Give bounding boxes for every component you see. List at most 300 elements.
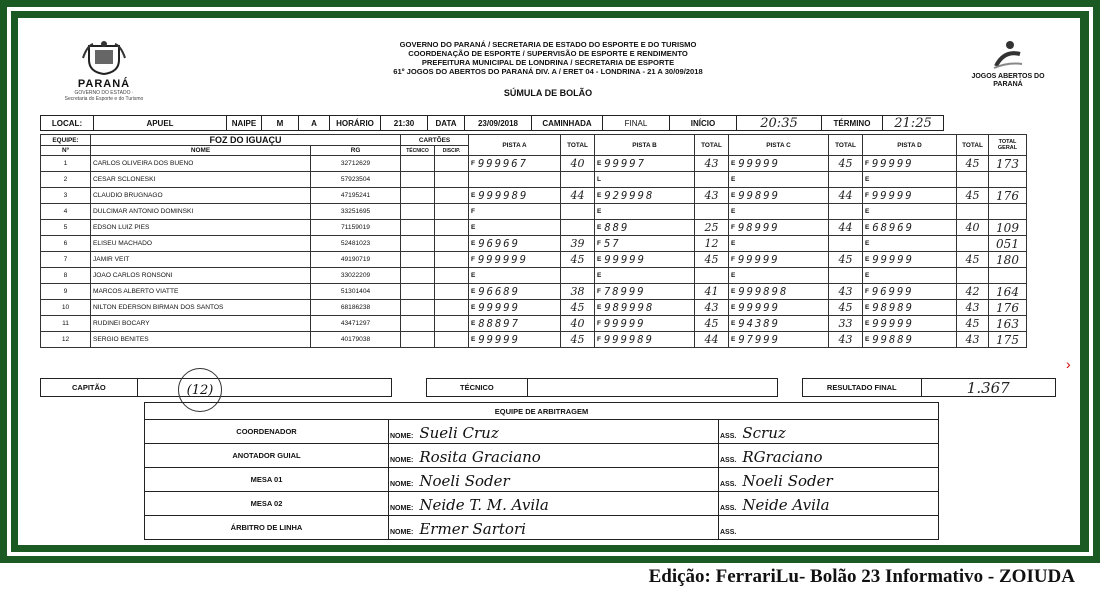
lane-d-scores (863, 268, 957, 284)
lane-pins: 999967 (477, 157, 528, 170)
player-number: 5 (41, 220, 91, 236)
player-row (41, 316, 1027, 332)
grand-total: 175 (989, 332, 1027, 348)
player-number: 4 (41, 204, 91, 220)
lane-lane-letter: E (471, 288, 476, 295)
athlete-icon (990, 40, 1026, 70)
nome-label: NOME: (390, 433, 414, 440)
lane-lane-letter: E (471, 272, 476, 279)
grand-total: 173 (989, 156, 1027, 172)
player-rg: 40179038 (311, 332, 401, 348)
lane-c-scores (729, 156, 829, 172)
player-name: NILTON EDERSON BIRMAN DOS SANTOS (91, 300, 311, 316)
lane-d-total (957, 268, 989, 284)
lane-lane-letter: F (471, 256, 475, 263)
lane-pins: 999989 (603, 333, 654, 346)
lane-lane-letter: E (731, 320, 736, 327)
player-rg: 51301404 (311, 284, 401, 300)
tecnico-card-cell (401, 156, 435, 172)
tecnico-card-cell (401, 172, 435, 188)
ass-label: ASS. (720, 433, 737, 440)
lane-a-total: 45 (561, 252, 595, 268)
lane-pins: 929998 (604, 189, 655, 202)
lane-lane-letter: E (731, 160, 736, 167)
discip-card-cell (435, 236, 469, 252)
lane-b-scores (595, 204, 695, 220)
lane-b-scores (595, 188, 695, 204)
player-rg: 43471297 (311, 316, 401, 332)
header-line: 61º JOGOS DO ABERTOS DO PARANÁ DIV. A / ERET 04 - LONDRINA - 21 A 30/09/2018 (393, 67, 703, 76)
player-rg: 49190719 (311, 252, 401, 268)
lane-b-scores (595, 268, 695, 284)
player-name: CESAR SCLONESKI (91, 172, 311, 188)
lane-lane-letter: E (865, 240, 870, 247)
referee-signature: Noeli Soder (742, 472, 833, 490)
lane-pins: 99999 (478, 333, 520, 346)
lane-a-total: 40 (561, 156, 595, 172)
capitao-field (138, 379, 391, 396)
player-number: 1 (41, 156, 91, 172)
lane-lane-letter: E (731, 192, 736, 199)
lane-d-total (957, 204, 989, 220)
horario-value: 21:30 (381, 116, 428, 130)
lane-lane-letter: E (471, 320, 476, 327)
lane-lane-letter: E (597, 304, 602, 311)
lane-lane-letter: E (471, 192, 476, 199)
lane-lane-letter: E (865, 176, 870, 183)
total-header: TOTAL (561, 135, 595, 156)
lane-b-total: 25 (695, 220, 729, 236)
lane-d-scores (863, 300, 957, 316)
lane-b-total: 44 (695, 332, 729, 348)
lane-b-total: 45 (695, 252, 729, 268)
lane-b-total: 45 (695, 316, 729, 332)
lane-c-total: 44 (829, 220, 863, 236)
discip-card-cell (435, 156, 469, 172)
discip-card-cell (435, 316, 469, 332)
tecnico-card-cell (401, 316, 435, 332)
lane-pins: 78999 (603, 285, 646, 298)
lane-pins: 99999 (738, 301, 780, 314)
lane-a-scores (469, 284, 561, 300)
lane-b-total: 12 (695, 236, 729, 252)
player-name: DULCIMAR ANTONIO DOMINSKI (91, 204, 311, 220)
lane-pins: 99999 (604, 253, 646, 266)
ass-label: ASS. (720, 529, 737, 536)
lane-c-scores (729, 188, 829, 204)
lane-c-scores (729, 252, 829, 268)
lane-d-total: 45 (957, 156, 989, 172)
lane-c-total (829, 268, 863, 284)
lane-c-total: 44 (829, 188, 863, 204)
lane-c-scores (729, 204, 829, 220)
lane-d-total: 40 (957, 220, 989, 236)
crest-subtitle: GOVERNO DO ESTADO · Secretaria do Esporte e do Turismo (64, 90, 144, 102)
discip-card-cell (435, 332, 469, 348)
referee-role: COORDENADOR (145, 420, 389, 444)
tecnico-card-cell (401, 268, 435, 284)
lane-b-total: 43 (695, 188, 729, 204)
discip-card-cell (435, 220, 469, 236)
lane-lane-letter: F (597, 240, 601, 247)
lane-lane-letter: E (597, 272, 602, 279)
lane-b-scores (595, 156, 695, 172)
lane-c-scores (729, 220, 829, 236)
horario-label: HORÁRIO (330, 116, 381, 130)
player-name: ELISEU MACHADO (91, 236, 311, 252)
lane-b-total: 43 (695, 156, 729, 172)
player-number: 7 (41, 252, 91, 268)
ass-label: ASS. (720, 505, 737, 512)
name-header: NOME (91, 146, 311, 156)
lane-a-total (561, 268, 595, 284)
tecnico-field (528, 379, 777, 396)
lane-c-total: 33 (829, 316, 863, 332)
player-rg: 57923504 (311, 172, 401, 188)
player-number: 10 (41, 300, 91, 316)
lane-a-scores (469, 252, 561, 268)
lane-lane-letter: E (471, 336, 476, 343)
lane-a-scores (469, 316, 561, 332)
team-name: FOZ DO IGUAÇU (91, 135, 401, 146)
grand-total: 051 (989, 236, 1027, 252)
lane-lane-letter: F (597, 336, 601, 343)
naipe-value: M (262, 116, 299, 130)
lane-b-scores (595, 316, 695, 332)
referee-name: Noeli Soder (419, 472, 510, 490)
nome-label: NOME: (390, 529, 414, 536)
player-row (41, 188, 1027, 204)
lane-b-scores (595, 284, 695, 300)
lane-c-total (829, 236, 863, 252)
player-row (41, 156, 1027, 172)
inicio-value: 20:35 (737, 116, 822, 130)
lane-lane-letter: F (471, 160, 475, 167)
lane-pins: 96999 (871, 285, 914, 298)
referee-signature: RGraciano (742, 448, 823, 466)
referee-name-cell (389, 516, 719, 540)
referee-name-cell (389, 468, 719, 492)
lane-c-total (829, 172, 863, 188)
grand-total: 176 (989, 188, 1027, 204)
lane-pins: 98999 (737, 221, 780, 234)
lane-pins: 99999 (872, 317, 914, 330)
nome-label: NOME: (390, 505, 414, 512)
lane-a-scores (469, 268, 561, 284)
referee-sign-cell (719, 420, 939, 444)
lane-pins: 999898 (738, 285, 789, 298)
score-sheet (18, 18, 1080, 545)
lane-d-total: 45 (957, 252, 989, 268)
player-name: SERGIO BENITES (91, 332, 311, 348)
lane-pins: 99999 (603, 317, 646, 330)
lane-lane-letter: E (731, 240, 736, 247)
local-value: APUEL (94, 116, 227, 130)
referee-sign-cell (719, 516, 939, 540)
lane-lane-letter: F (597, 288, 601, 295)
coat-of-arms-icon (81, 40, 127, 76)
referee-role: ANOTADOR GUIAL (145, 444, 389, 468)
referee-sign-cell (719, 468, 939, 492)
nome-label: NOME: (390, 481, 414, 488)
header-line: PREFEITURA MUNICIPAL DE LONDRINA / SECRETARIA DE ESPORTE (421, 58, 675, 67)
lane-b-total (695, 204, 729, 220)
fase-value: FINAL (603, 116, 670, 130)
termino-value: 21:25 (894, 115, 932, 131)
lane-a-scores (469, 172, 561, 188)
player-number: 8 (41, 268, 91, 284)
number-header: Nº (41, 146, 91, 156)
discip-card-cell (435, 204, 469, 220)
lane-a-scores (469, 188, 561, 204)
lane-header-c: PISTA C (729, 135, 829, 156)
data-value: 23/09/2018 (465, 116, 532, 130)
lane-lane-letter: E (731, 208, 736, 215)
crest-name: PARANÁ (77, 78, 131, 90)
lane-d-scores (863, 332, 957, 348)
lane-lane-letter: E (865, 336, 870, 343)
naipe-label: NAIPE (227, 116, 262, 130)
player-row (41, 204, 1027, 220)
lane-header-d: PISTA D (863, 135, 957, 156)
referee-name-cell (389, 492, 719, 516)
referee-row (145, 444, 939, 468)
discip-card-cell (435, 268, 469, 284)
lane-lane-letter: E (731, 272, 736, 279)
lane-b-total (695, 268, 729, 284)
player-rg: 33022209 (311, 268, 401, 284)
lane-pins: 57 (603, 237, 621, 250)
tecnico-card-header: TÉCNICO (401, 146, 435, 156)
capitao-label: CAPITÃO (41, 379, 138, 396)
discip-card-cell (435, 284, 469, 300)
referee-sign-cell (719, 444, 939, 468)
player-rg: 52481023 (311, 236, 401, 252)
referee-name: Ermer Sartori (419, 520, 526, 538)
player-name: EDSON LUIZ PIES (91, 220, 311, 236)
lane-a-scores (469, 204, 561, 220)
lane-lane-letter: F (731, 224, 735, 231)
player-name: JOAO CARLOS RONSONI (91, 268, 311, 284)
player-row (41, 236, 1027, 252)
referee-signature: Neide Avila (742, 496, 830, 514)
total-header: TOTAL (829, 135, 863, 156)
grand-total (989, 172, 1027, 188)
referee-role: MESA 01 (145, 468, 389, 492)
player-name: CARLOS OLIVEIRA DOS BUENO (91, 156, 311, 172)
lane-pins: 97999 (738, 333, 780, 346)
referee-role: ÁRBITRO DE LINHA (145, 516, 389, 540)
lane-c-total: 45 (829, 300, 863, 316)
lane-a-total (561, 220, 595, 236)
player-row (41, 172, 1027, 188)
lane-d-scores (863, 156, 957, 172)
lane-a-total: 40 (561, 316, 595, 332)
lane-pins: 68969 (872, 221, 914, 234)
player-name: JAMIR VEIT (91, 252, 311, 268)
lane-pins: 99999 (738, 157, 780, 170)
tecnico-label: TÉCNICO (427, 379, 528, 396)
lane-a-scores (469, 220, 561, 236)
parana-crest (64, 40, 144, 102)
lane-pins: 99899 (738, 189, 780, 202)
tecnico-row (426, 378, 778, 397)
lane-pins: 999999 (477, 253, 528, 266)
referee-row (145, 420, 939, 444)
lane-lane-letter: E (731, 288, 736, 295)
inicio-label: INÍCIO (670, 116, 737, 130)
lane-lane-letter: F (471, 208, 475, 215)
lane-pins: 99997 (604, 157, 646, 170)
scores-table (40, 134, 1027, 348)
grand-total: 180 (989, 252, 1027, 268)
player-row (41, 252, 1027, 268)
player-row (41, 332, 1027, 348)
capitao-signature: (12) (178, 368, 222, 412)
referee-name: Sueli Cruz (419, 424, 499, 442)
player-rg: 71159019 (311, 220, 401, 236)
lane-pins: 99889 (872, 333, 914, 346)
lane-b-total: 43 (695, 300, 729, 316)
lane-d-total (957, 236, 989, 252)
lane-a-total: 39 (561, 236, 595, 252)
referee-role: MESA 02 (145, 492, 389, 516)
lane-lane-letter: E (471, 304, 476, 311)
lane-b-scores (595, 252, 695, 268)
lane-a-total: 44 (561, 188, 595, 204)
tecnico-card-cell (401, 204, 435, 220)
grand-total: 109 (989, 220, 1027, 236)
lane-lane-letter: L (597, 176, 601, 183)
lane-c-scores (729, 268, 829, 284)
resultado-label: RESULTADO FINAL (803, 379, 922, 396)
lane-d-scores (863, 316, 957, 332)
discip-card-cell (435, 172, 469, 188)
lane-lane-letter: E (471, 224, 476, 231)
lane-pins: 99999 (871, 189, 914, 202)
header-line: GOVERNO DO PARANÁ / SECRETARIA DE ESTADO DO ESPORTE E DO TURISMO (399, 40, 697, 49)
lane-lane-letter: E (731, 304, 736, 311)
discip-card-header: DISCIP. (435, 146, 469, 156)
player-rg: 47195241 (311, 188, 401, 204)
lane-pins: 88897 (478, 317, 520, 330)
lane-a-scores (469, 236, 561, 252)
player-name: RUDINEI BOCARY (91, 316, 311, 332)
lane-pins: 989998 (604, 301, 655, 314)
grand-total: 164 (989, 284, 1027, 300)
lane-b-scores (595, 236, 695, 252)
cartoes-header: CARTÕES (401, 135, 469, 146)
player-row (41, 284, 1027, 300)
tecnico-card-cell (401, 300, 435, 316)
lane-lane-letter: E (865, 304, 870, 311)
lane-lane-letter: E (597, 256, 602, 263)
lane-a-total (561, 172, 595, 188)
player-name: CLAUDIO BRUGNAGO (91, 188, 311, 204)
discip-card-cell (435, 300, 469, 316)
discip-card-cell (435, 188, 469, 204)
referee-row (145, 468, 939, 492)
lane-pins: 99999 (872, 253, 914, 266)
lane-d-total: 43 (957, 332, 989, 348)
lane-a-scores (469, 156, 561, 172)
lane-lane-letter: F (865, 288, 869, 295)
arrow-icon: › (1066, 356, 1071, 372)
lane-b-scores (595, 300, 695, 316)
lane-d-total: 42 (957, 284, 989, 300)
document-title: SÚMULA DE BOLÃO (503, 88, 593, 98)
lane-d-scores (863, 172, 957, 188)
lane-d-total (957, 172, 989, 188)
lane-lane-letter: E (597, 160, 602, 167)
match-info-row (40, 115, 944, 131)
lane-c-scores (729, 316, 829, 332)
lane-pins: 96969 (478, 237, 520, 250)
termino-label: TÉRMINO (822, 116, 883, 130)
lane-pins: 889 (604, 221, 630, 234)
lane-d-scores (863, 252, 957, 268)
grand-total (989, 204, 1027, 220)
lane-a-scores (469, 300, 561, 316)
grand-total: 176 (989, 300, 1027, 316)
lane-a-total: 45 (561, 332, 595, 348)
player-number: 6 (41, 236, 91, 252)
lane-d-scores (863, 188, 957, 204)
total-geral-header: TOTAL GERAL (989, 135, 1027, 156)
lane-d-total: 43 (957, 300, 989, 316)
discip-card-cell (435, 252, 469, 268)
lane-b-total: 41 (695, 284, 729, 300)
lane-pins: 96689 (478, 285, 520, 298)
lane-c-total: 45 (829, 156, 863, 172)
lane-c-scores (729, 172, 829, 188)
lane-lane-letter: E (471, 240, 476, 247)
lane-c-total (829, 204, 863, 220)
player-number: 9 (41, 284, 91, 300)
lane-a-total (561, 204, 595, 220)
lane-d-scores (863, 236, 957, 252)
referee-title: EQUIPE DE ARBITRAGEM (145, 403, 939, 420)
lane-pins: 98989 (872, 301, 914, 314)
referee-sign-cell (719, 492, 939, 516)
lane-pins: 99999 (478, 301, 520, 314)
lane-lane-letter: F (731, 256, 735, 263)
player-rg: 68186238 (311, 300, 401, 316)
equipe-label: EQUIPE: (41, 135, 91, 146)
lane-c-total: 43 (829, 284, 863, 300)
lane-pins: 94389 (738, 317, 780, 330)
referee-name: Rosita Graciano (419, 448, 541, 466)
lane-c-scores (729, 284, 829, 300)
lane-b-total (695, 172, 729, 188)
lane-pins: 99999 (737, 253, 780, 266)
lane-b-scores (595, 172, 695, 188)
event-logo (958, 40, 1058, 89)
referee-name: Neide T. M. Avila (419, 496, 549, 514)
lane-lane-letter: E (731, 176, 736, 183)
lane-c-scores (729, 332, 829, 348)
lane-c-total: 43 (829, 332, 863, 348)
lane-c-total: 45 (829, 252, 863, 268)
lane-lane-letter: E (865, 320, 870, 327)
lane-d-total: 45 (957, 316, 989, 332)
lane-b-scores (595, 220, 695, 236)
edition-caption: Edição: FerrariLu- Bolão 23 Informativo - ZOIUDA (648, 566, 1075, 587)
lane-d-scores (863, 204, 957, 220)
referee-table (144, 402, 939, 540)
grand-total (989, 268, 1027, 284)
player-number: 2 (41, 172, 91, 188)
